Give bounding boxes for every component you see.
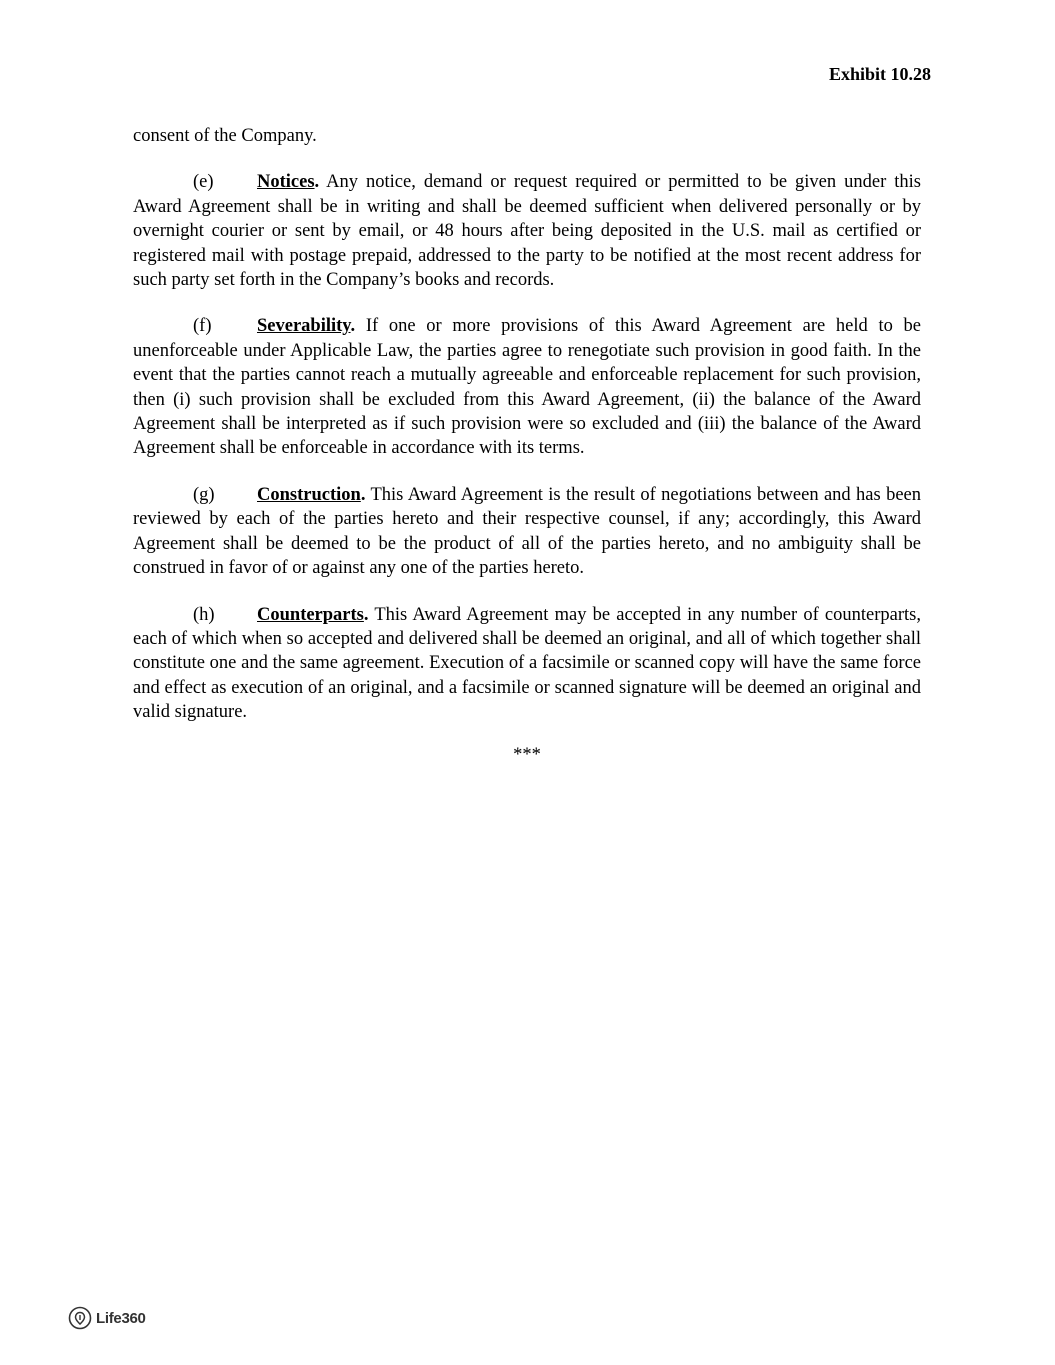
section-label: (g) [193, 484, 215, 505]
life360-logo-icon [68, 1306, 92, 1330]
section-heading: Counterparts [257, 604, 364, 625]
section-text: Any notice, demand or request required or permitted to be given under this Award Agreement shall be in writing and shall be deemed sufficient when delivered personally or by overnight courier or sent by email, or 48 hours after being deposited in the U.S. mail as certified or registered mail with postage prepaid, addressed to the party to be notified at the most recent address for such party set forth in the Company’s books and records. [133, 172, 921, 291]
section-text: This Award Agreement is the result of negotiations between and has been reviewed by each of the parties hereto and their respective counsel, if any; accordingly, this Award Agreement shall be deemed to be the product of all of the parties hereto, and no ambiguity shall be construed in favor of or against any one of the parties hereto. [133, 484, 921, 579]
end-marker: *** [513, 744, 541, 765]
section-counterparts [133, 603, 921, 725]
section-text: This Award Agreement may be accepted in any number of counterparts, each of which when so accepted and delivered shall be deemed an original, and all of which together shall constitute one and the same agreement. Execution of a facsimile or scanned copy will have the same force and effect as execution of an original, and a facsimile or scanned signature will be deemed an original and valid signature. [133, 604, 921, 723]
section-label: (h) [193, 604, 215, 625]
exhibit-label: Exhibit 10.28 [828, 64, 931, 84]
section-heading-punct: . [350, 316, 356, 337]
section-label: (e) [193, 172, 214, 193]
section-notices [133, 170, 921, 292]
footer-logo [68, 1306, 146, 1330]
document-body [133, 124, 921, 789]
section-text: If one or more provisions of this Award Agreement are held to be unenforceable under Applicable Law, the parties agree to renegotiate such provision in good faith. In the event that the parties cannot reach a mutually agreeable and enforceable replacement for such provision, then (i) such provision shall be excluded from this Award Agreement, (ii) the balance of the Award Agreement shall be interpreted as if such provision were so excluded and (iii) the balance of the Award Agreement shall be enforceable in accordance with its terms. [133, 316, 921, 459]
section-construction [133, 483, 921, 581]
section-label: (f) [193, 316, 212, 337]
section-heading-punct: . [360, 484, 366, 505]
section-heading-punct: . [314, 172, 320, 193]
section-heading: Notices [257, 172, 315, 193]
section-heading: Construction [257, 484, 361, 505]
logo-text: Life360 [96, 1309, 146, 1327]
section-severability [133, 314, 921, 460]
section-heading: Severability [257, 316, 351, 337]
continuation-text: consent of the Company. [133, 126, 317, 146]
section-heading-punct: . [363, 604, 369, 625]
